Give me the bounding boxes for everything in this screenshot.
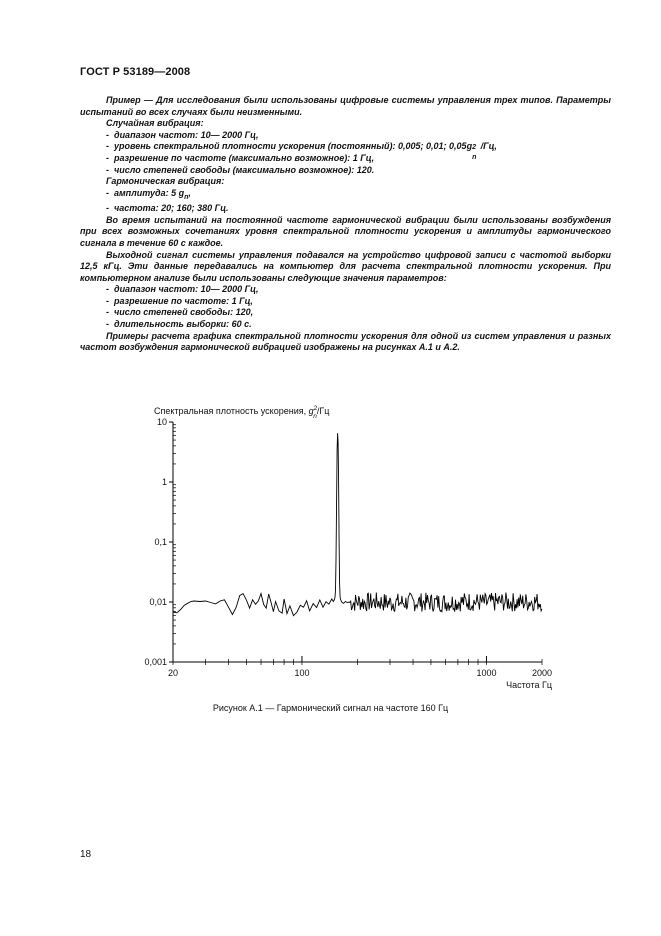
psd-unit-g: g xyxy=(466,141,473,152)
page-number: 18 xyxy=(80,849,92,860)
list-item: - число степеней свободы (максимально возможное): 120. xyxy=(80,165,611,177)
list-item: - разрешение по частоте: 1 Гц, xyxy=(80,296,611,308)
document-header: ГОСТ Р 53189—2008 xyxy=(80,66,191,78)
list-item-text: уровень спектральной плотности ускорения (постоянный): 0,005; 0,01; 0,05 xyxy=(114,141,467,152)
x-tick-label: 20 xyxy=(167,668,179,678)
paragraph-example: Пример — Для исследования были использованы цифровые системы управления трех типов. Параметры испытаний во всех случаях были неизменными. xyxy=(80,95,611,117)
chart-tick-labels xyxy=(144,417,552,678)
y-tick-label: 0,1 xyxy=(154,537,167,547)
psd-unit-sub: n xyxy=(472,154,477,162)
amp-unit-tail: , xyxy=(188,187,191,198)
chart-ticks xyxy=(169,422,542,665)
list-item: - частота: 20; 160; 380 Гц. xyxy=(80,203,611,215)
harmonic-vibration-title: Гармоническая вибрация: xyxy=(106,176,225,187)
y-tick-label: 1 xyxy=(161,477,167,487)
list-item-text: амплитуда: 5 g xyxy=(114,187,185,198)
paragraph-recording: Выходной сигнал системы управления подавался на устройство цифровой записи с частотой выборки 12,5 кГц. Эти данные передавались на компьютер для расчета спектральной плотности ускорения. При компьютерном анализе были использованы следующие значения параметров: xyxy=(80,249,611,283)
paragraph-examples: Примеры расчета графика спектральной плотности ускорения для одной из систем управления и разных частот возбуждения гармонической вибрацией изображены на рисунках А.1 и А.2. xyxy=(80,330,611,353)
chart-plot-area xyxy=(173,433,542,616)
psd-series-line xyxy=(173,433,542,616)
list-item: - число степеней свободы: 120, xyxy=(80,307,611,319)
chart-axes xyxy=(173,422,542,662)
x-tick-label: 2000 xyxy=(531,668,553,678)
list-item: - разрешение по частоте (максимально возможное): 1 Гц, xyxy=(80,153,611,165)
random-vibration-title: Случайная вибрация: xyxy=(106,118,204,129)
list-item: - диапазон частот: 10— 2000 Гц, xyxy=(80,130,611,142)
y-tick-label: 10 xyxy=(156,417,167,427)
y-tick-label: 0,01 xyxy=(149,597,167,607)
amp-unit-sub: n xyxy=(184,193,189,201)
figure-caption: Рисунок А.1 — Гармонический сигнал на частоте 160 Гц xyxy=(212,703,449,713)
list-item: - длительность выборки: 60 с. xyxy=(80,319,611,331)
chart-y-axis-label: Спектральная плотность ускорения, $g^2$ n/Гц xyxy=(154,405,330,420)
psd-unit-tail: /Гц, xyxy=(478,141,497,152)
chart-x-axis-label: Частота Гц xyxy=(506,680,552,690)
x-tick-label: 100 xyxy=(294,668,310,678)
paragraph-harmonic-tests: Во время испытаний на постоянной частоте гармонической вибрации были использованы возбуждения при всех возможных сочетаниях уровня спектральной плотности ускорения и амплитуды гармонического сигнала в течение 60 с каждое. xyxy=(80,214,611,248)
y-tick-label: 0,001 xyxy=(144,657,167,667)
list-item: - диапазон частот: 10— 2000 Гц, xyxy=(80,284,611,296)
psd-unit-sup: 2 xyxy=(472,144,476,152)
x-tick-label: 1000 xyxy=(476,668,497,678)
